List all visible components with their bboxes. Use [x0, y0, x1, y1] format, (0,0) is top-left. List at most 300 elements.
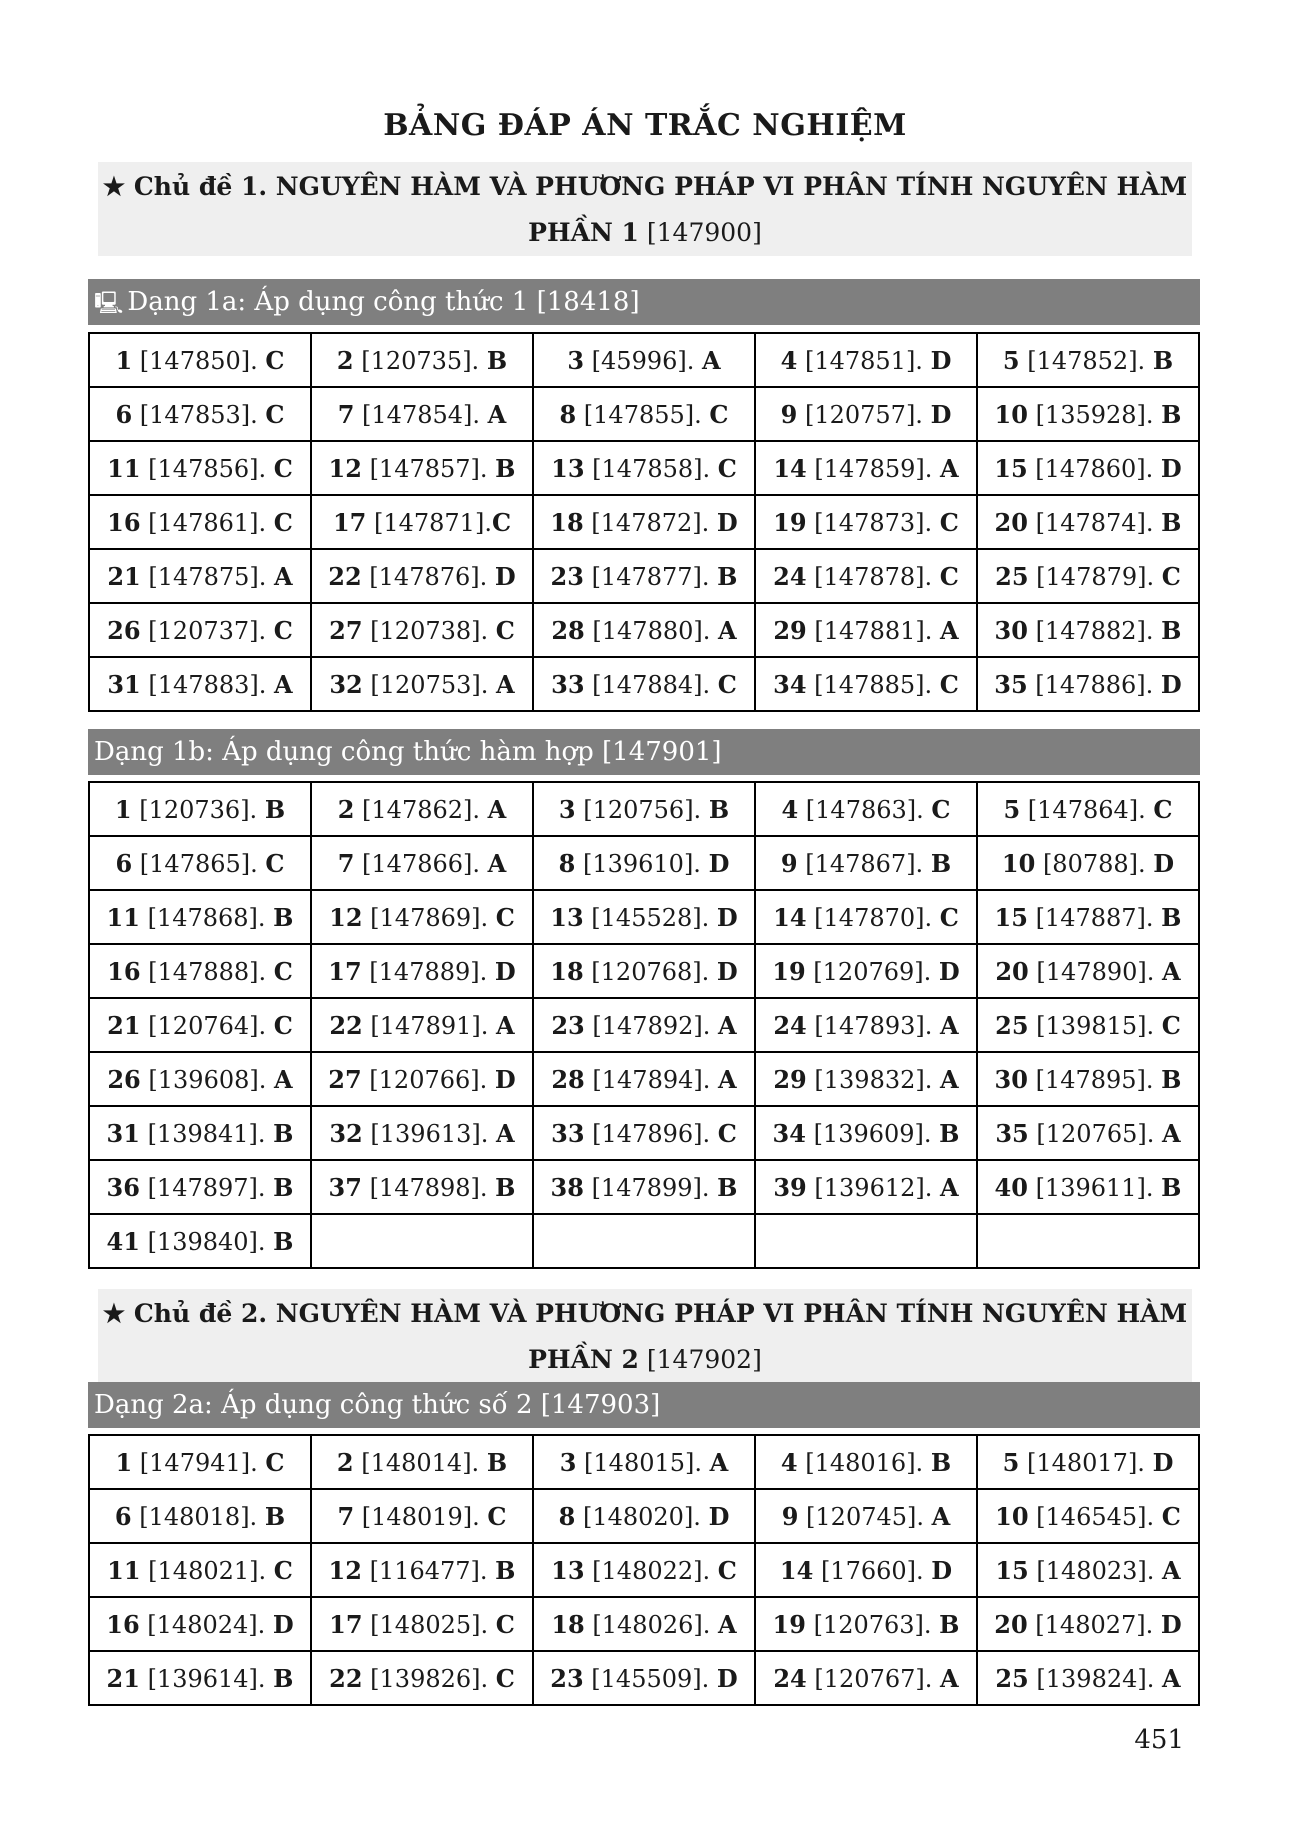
answer-entry: [773, 1012, 958, 1040]
answer-entry: [551, 617, 736, 645]
answer-entry: [995, 1066, 1182, 1094]
answer-entry: [994, 455, 1181, 483]
question-number: 28: [551, 615, 585, 645]
question-id: [148027].: [1027, 1610, 1161, 1639]
question-number: 15: [995, 1555, 1029, 1585]
answer-cell: [533, 998, 755, 1052]
answer-cell: [755, 944, 977, 998]
question-number: 10: [1001, 848, 1036, 878]
answer-letter: D: [716, 956, 738, 986]
question-id: [147871].: [366, 508, 492, 537]
question-id: [120767].: [806, 1664, 940, 1693]
question-id: [147852].: [1019, 346, 1153, 375]
question-id: [120756].: [575, 795, 709, 824]
question-number: 7: [337, 399, 355, 429]
question-number: 26: [107, 1064, 141, 1094]
question-number: 22: [329, 1663, 363, 1693]
table-row: [89, 998, 1199, 1052]
answer-entry: [995, 563, 1181, 591]
answer-entry: [107, 617, 293, 645]
table-row: [89, 1214, 1199, 1268]
question-number: 16: [106, 1609, 140, 1639]
question-number: 2: [337, 794, 355, 824]
question-id: [120745].: [798, 1502, 932, 1531]
answer-letter: B: [717, 561, 738, 591]
question-number: 5: [1002, 345, 1020, 375]
question-id: [80788].: [1035, 849, 1154, 878]
answer-letter: A: [718, 1010, 737, 1040]
answer-letter: B: [717, 1172, 738, 1202]
answer-entry: [773, 1665, 958, 1693]
answer-cell: [533, 1106, 755, 1160]
question-number: 3: [558, 794, 576, 824]
answer-letter: C: [717, 669, 737, 699]
question-id: [147856].: [140, 454, 274, 483]
answer-letter: D: [1160, 669, 1182, 699]
question-id: [120738].: [362, 616, 496, 645]
question-number: 36: [106, 1172, 140, 1202]
answer-letter: B: [486, 1447, 508, 1477]
answer-entry: [107, 1120, 294, 1148]
answer-entry: [995, 617, 1182, 645]
page-number: 451: [1134, 1725, 1184, 1755]
answer-cell: [755, 495, 977, 549]
answer-cell: [89, 495, 311, 549]
answer-entry: [115, 401, 284, 429]
question-id: [139824].: [1028, 1664, 1162, 1693]
answer-entry: [337, 347, 507, 375]
question-number: 23: [550, 1663, 584, 1693]
answer-cell: [89, 1052, 311, 1106]
table-row: [89, 782, 1199, 836]
answer-cell: [311, 549, 533, 603]
question-id: [147893].: [806, 1011, 940, 1040]
answer-cell: [89, 603, 311, 657]
question-id: [147894].: [584, 1065, 718, 1094]
answer-cell: [89, 1543, 311, 1597]
table-row: [89, 890, 1199, 944]
answer-cell: [533, 387, 755, 441]
question-number: 9: [780, 399, 798, 429]
answer-entry: [773, 1120, 960, 1148]
answer-cell: [977, 495, 1199, 549]
answer-letter: B: [939, 1118, 960, 1148]
answer-entry: [107, 1557, 293, 1585]
answer-letter: A: [702, 345, 721, 375]
answer-entry: [107, 904, 294, 932]
table-row: [89, 333, 1199, 387]
answer-entry: [329, 671, 514, 699]
answer-letter: B: [273, 902, 294, 932]
answer-letter: D: [716, 507, 738, 537]
answer-letter: C: [939, 507, 959, 537]
answer-cell: [977, 944, 1199, 998]
answer-cell: [755, 998, 977, 1052]
answer-letter: C: [265, 848, 285, 878]
question-number: 21: [106, 1663, 140, 1693]
answer-letter: B: [708, 794, 730, 824]
answer-entry: [781, 796, 950, 824]
question-id: [148025].: [362, 1610, 496, 1639]
answer-entry: [107, 1665, 294, 1693]
answer-entry: [995, 1503, 1181, 1531]
question-number: 11: [107, 453, 141, 483]
table-row: [89, 944, 1199, 998]
question-number: 8: [559, 399, 577, 429]
answer-letter: D: [1153, 848, 1175, 878]
answer-letter: B: [930, 848, 952, 878]
answer-entry: [773, 1611, 960, 1639]
answer-letter: B: [264, 1501, 286, 1531]
question-number: 6: [115, 848, 133, 878]
question-number: 39: [773, 1172, 807, 1202]
question-number: 3: [567, 345, 585, 375]
answer-cell: [311, 1106, 533, 1160]
answer-letter: B: [273, 1118, 294, 1148]
answer-cell: [755, 1214, 977, 1268]
table-row: [89, 387, 1199, 441]
answer-letter: C: [717, 1118, 737, 1148]
answer-letter: A: [1162, 1555, 1181, 1585]
answer-entry: [1003, 796, 1172, 824]
question-number: 15: [994, 902, 1028, 932]
answer-cell: [755, 1543, 977, 1597]
table-row: [89, 1435, 1199, 1489]
answer-cell: [533, 1543, 755, 1597]
answer-entry: [1003, 1449, 1174, 1477]
answer-letter: C: [265, 399, 285, 429]
question-number: 33: [551, 669, 585, 699]
question-id: [120763].: [805, 1610, 940, 1639]
answer-cell: [755, 657, 977, 711]
question-number: 23: [550, 561, 584, 591]
question-number: 29: [773, 1064, 807, 1094]
question-number: 28: [551, 1064, 585, 1094]
section-label: Dạng 1b: Áp dụng công thức hàm hợp [147901]: [94, 737, 722, 767]
answer-entry: [995, 401, 1182, 429]
question-number: 7: [337, 848, 355, 878]
answer-cell: [311, 1651, 533, 1705]
answer-cell: [977, 441, 1199, 495]
answer-cell: [311, 836, 533, 890]
answer-entry: [329, 904, 515, 932]
answer-letter: D: [494, 956, 516, 986]
answer-cell: [755, 549, 977, 603]
question-number: 20: [995, 956, 1029, 986]
question-number: 33: [551, 1118, 585, 1148]
answer-cell: [311, 603, 533, 657]
answer-entry: [560, 1449, 729, 1477]
question-number: 1: [115, 1447, 133, 1477]
question-number: 14: [773, 902, 807, 932]
answer-cell: [977, 1214, 1199, 1268]
question-number: 15: [994, 453, 1028, 483]
question-number: 21: [107, 561, 141, 591]
answer-letter: B: [1161, 902, 1182, 932]
question-id: [147880].: [584, 616, 718, 645]
answer-letter: C: [939, 902, 959, 932]
answer-cell: [89, 1160, 311, 1214]
question-id: [147853].: [132, 400, 266, 429]
answer-entry: [551, 1611, 736, 1639]
table-row: [89, 1543, 1199, 1597]
section-label: Dạng 2a: Áp dụng công thức số 2 [147903]: [94, 1390, 661, 1420]
answer-entry: [337, 1503, 506, 1531]
question-id: [147859].: [806, 454, 940, 483]
answer-letter: A: [718, 615, 737, 645]
answer-entry: [337, 1449, 507, 1477]
answer-entry: [559, 850, 730, 878]
question-id: [147898].: [361, 1173, 496, 1202]
answer-letter: A: [1162, 1663, 1181, 1693]
answer-cell: [89, 836, 311, 890]
answer-entry: [551, 563, 738, 591]
answer-entry: [551, 1120, 737, 1148]
answer-entry: [115, 347, 284, 375]
answer-letter: A: [718, 1609, 737, 1639]
question-id: [139608].: [140, 1065, 274, 1094]
question-id: [147875].: [140, 562, 274, 591]
question-id: [148017].: [1019, 1448, 1153, 1477]
answer-cell: [89, 998, 311, 1052]
answer-letter: A: [940, 1663, 959, 1693]
question-number: 26: [107, 615, 141, 645]
question-number: 8: [558, 848, 576, 878]
question-number: 13: [551, 453, 585, 483]
answer-cell: [89, 549, 311, 603]
answer-entry: [550, 1665, 737, 1693]
question-id: [120764].: [140, 1011, 274, 1040]
answer-entry: [106, 1611, 293, 1639]
answer-letter: D: [494, 1064, 516, 1094]
answer-entry: [551, 1066, 736, 1094]
answer-entry: [550, 904, 737, 932]
question-number: 6: [115, 399, 133, 429]
answer-entry: [773, 455, 958, 483]
question-id: [147858].: [584, 454, 718, 483]
question-id: [147868].: [139, 903, 274, 932]
answer-cell: [311, 441, 533, 495]
answer-cell: [533, 944, 755, 998]
topic-title: ★ Chủ đề 2. NGUYÊN HÀM VÀ PHƯƠNG PHÁP VI PHÂN TÍNH NGUYÊN HÀM: [102, 1299, 1188, 1328]
answer-letter: C: [1161, 1501, 1181, 1531]
answer-letter: A: [940, 1064, 959, 1094]
answer-cell: [311, 782, 533, 836]
answer-entry: [107, 1174, 294, 1202]
question-id: [120736].: [131, 795, 265, 824]
question-id: [148024].: [139, 1610, 273, 1639]
question-number: 22: [329, 1010, 363, 1040]
answer-entry: [551, 1174, 738, 1202]
question-number: 24: [773, 561, 807, 591]
answer-entry: [333, 509, 511, 537]
answer-letter: C: [273, 507, 293, 537]
answer-letter: A: [940, 615, 959, 645]
answer-letter: A: [487, 794, 507, 824]
table-row: [89, 441, 1199, 495]
question-id: [45996].: [584, 346, 703, 375]
question-number: 12: [329, 902, 363, 932]
answer-cell: [89, 387, 311, 441]
answer-entry: [995, 509, 1182, 537]
answer-entry: [329, 1012, 514, 1040]
answer-cell: [89, 782, 311, 836]
answer-entry: [773, 1174, 958, 1202]
answer-cell: [89, 333, 311, 387]
answer-cell: [311, 657, 533, 711]
answer-entry: [338, 401, 507, 429]
question-number: 9: [781, 1501, 799, 1531]
answer-letter: A: [496, 1118, 515, 1148]
answer-cell: [533, 1052, 755, 1106]
question-number: 1: [114, 794, 132, 824]
question-id: [147881].: [806, 616, 940, 645]
answer-entry: [329, 1174, 516, 1202]
question-id: [147899].: [583, 1173, 718, 1202]
answer-entry: [773, 617, 958, 645]
table-row: [89, 549, 1199, 603]
answer-entry: [550, 509, 737, 537]
answer-cell: [755, 890, 977, 944]
question-id: [139840].: [139, 1227, 274, 1256]
answer-letter: B: [1161, 1172, 1182, 1202]
question-number: 2: [336, 1447, 354, 1477]
question-id: [147892].: [584, 1011, 718, 1040]
table-row: [89, 495, 1199, 549]
answer-cell: [533, 1651, 755, 1705]
answer-entry: [781, 850, 951, 878]
question-id: [120737].: [140, 616, 274, 645]
answer-letter: A: [718, 1064, 737, 1094]
question-id: [147897].: [139, 1173, 274, 1202]
answer-entry: [551, 671, 737, 699]
question-id: [147886].: [1027, 670, 1161, 699]
question-id: [147854].: [354, 400, 488, 429]
answer-entry: [107, 509, 293, 537]
table-row: [89, 1597, 1199, 1651]
question-id: [147896].: [584, 1119, 718, 1148]
question-number: 16: [107, 956, 141, 986]
answer-cell: [311, 495, 533, 549]
answer-cell: [977, 1489, 1199, 1543]
question-id: [139613].: [362, 1119, 496, 1148]
question-id: [147861].: [140, 508, 274, 537]
answer-cell: [311, 890, 533, 944]
answer-entry: [773, 671, 959, 699]
answer-cell: [755, 782, 977, 836]
question-id: [139826].: [362, 1664, 496, 1693]
question-id: [147869].: [362, 903, 496, 932]
answer-cell: [977, 333, 1199, 387]
answer-cell: [311, 998, 533, 1052]
question-number: 20: [994, 1609, 1028, 1639]
answer-entry: [995, 958, 1180, 986]
question-id: [148020].: [575, 1502, 709, 1531]
answer-letter: C: [1161, 1010, 1181, 1040]
answer-entry: [107, 958, 293, 986]
answer-letter: C: [495, 902, 515, 932]
question-number: 32: [329, 669, 363, 699]
answer-entry: [995, 1665, 1180, 1693]
answer-letter: B: [273, 1172, 294, 1202]
answer-letter: D: [1152, 1447, 1174, 1477]
answer-cell: [977, 1597, 1199, 1651]
answer-cell: [89, 1489, 311, 1543]
answer-letter: A: [940, 1172, 959, 1202]
question-id: [139611].: [1027, 1173, 1162, 1202]
answer-cell: [311, 1597, 533, 1651]
answer-cell: [977, 836, 1199, 890]
answer-letter: D: [716, 902, 738, 932]
question-id: [17660].: [813, 1556, 932, 1585]
question-id: [139612].: [806, 1173, 940, 1202]
question-number: 27: [329, 615, 363, 645]
answer-letter: D: [938, 956, 960, 986]
answer-cell: [977, 657, 1199, 711]
answer-entry: [772, 958, 959, 986]
question-id: [148021].: [140, 1556, 274, 1585]
answer-cell: [89, 1106, 311, 1160]
answer-cell: [755, 441, 977, 495]
question-number: 40: [994, 1172, 1028, 1202]
question-number: 4: [781, 794, 799, 824]
table-row: [89, 657, 1199, 711]
question-id: [120765].: [1028, 1119, 1162, 1148]
table-row: [89, 836, 1199, 890]
answer-cell: [89, 1597, 311, 1651]
question-number: 4: [780, 345, 798, 375]
question-number: 19: [773, 507, 807, 537]
answer-entry: [115, 796, 285, 824]
answer-entry: [780, 1557, 952, 1585]
question-id: [139609].: [805, 1119, 940, 1148]
answer-cell: [755, 1435, 977, 1489]
question-number: 13: [551, 1555, 585, 1585]
answer-letter: B: [273, 1226, 294, 1256]
question-id: [147884].: [584, 670, 718, 699]
question-id: [120753].: [362, 670, 496, 699]
answer-entry: [329, 1665, 515, 1693]
answer-letter: C: [273, 615, 293, 645]
answer-entry: [328, 958, 515, 986]
answer-letter: A: [1162, 956, 1181, 986]
topic-1-header: [98, 162, 1192, 256]
answer-entry: [329, 1557, 516, 1585]
answer-letter: B: [486, 345, 508, 375]
answer-letter: B: [264, 794, 286, 824]
answer-cell: [311, 333, 533, 387]
question-id: [147851].: [797, 346, 931, 375]
question-id: [139610].: [575, 849, 709, 878]
answer-letter: C: [273, 1010, 293, 1040]
answer-letter: C: [717, 453, 737, 483]
answer-cell: [533, 1214, 755, 1268]
question-number: 18: [550, 507, 584, 537]
answer-cell: [533, 890, 755, 944]
answer-letter: A: [274, 669, 293, 699]
answer-cell: [977, 998, 1199, 1052]
topic-part: PHẦN 1: [528, 218, 639, 247]
question-number: 10: [995, 1501, 1029, 1531]
question-id: [147850].: [132, 346, 266, 375]
answer-entry: [328, 1066, 515, 1094]
answer-entry: [781, 401, 952, 429]
question-id: [147857].: [361, 454, 496, 483]
answer-letter: A: [1162, 1118, 1181, 1148]
question-id: [148016].: [797, 1448, 931, 1477]
question-number: 19: [772, 956, 806, 986]
answer-entry: [107, 1066, 292, 1094]
